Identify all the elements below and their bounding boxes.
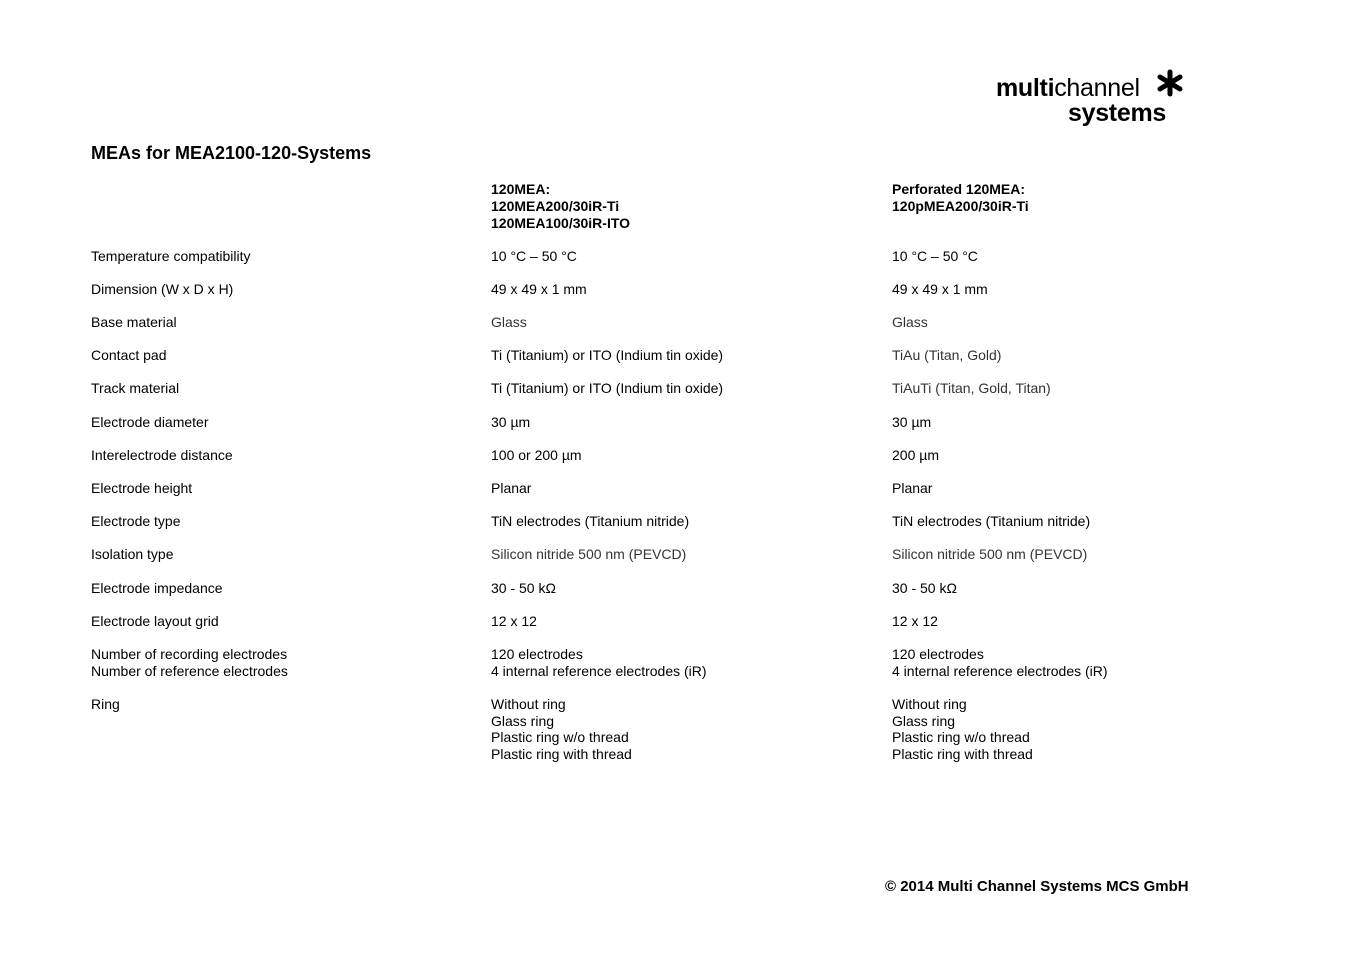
spec-value	[491, 546, 686, 563]
spec-label	[91, 281, 233, 298]
spec-label	[91, 646, 288, 679]
spec-line: Isolation type	[91, 546, 174, 562]
spec-line: Number of recording electrodes	[91, 646, 288, 662]
spec-value	[892, 580, 957, 597]
spec-line: 10 °C – 50 °C	[491, 248, 577, 264]
spec-line: Planar	[491, 480, 532, 496]
spec-label	[91, 414, 209, 431]
spec-line: Number of reference electrodes	[91, 662, 288, 679]
spec-line: Ti (Titanium) or ITO (Indium tin oxide)	[491, 380, 724, 396]
spec-label	[91, 513, 181, 530]
spec-label	[91, 314, 177, 331]
spec-value	[491, 613, 537, 630]
spec-line: Plastic ring w/o thread	[892, 729, 1030, 745]
spec-value	[491, 347, 723, 364]
spec-line: Temperature compatibility	[91, 248, 251, 264]
spec-label	[91, 580, 223, 597]
spec-line: Silicon nitride 500 nm (PEVCD)	[491, 546, 687, 562]
spec-line: Electrode impedance	[91, 580, 223, 596]
spec-line: Electrode layout grid	[91, 613, 219, 629]
spec-line: Without ring	[892, 696, 967, 712]
spec-line: Plastic ring w/o thread	[491, 729, 629, 745]
spec-value	[892, 314, 928, 331]
spec-line: Glass	[491, 314, 527, 330]
spec-value	[491, 480, 531, 497]
spec-line: 200 µm	[892, 447, 939, 463]
spec-line: TiN electrodes (Titanium nitride)	[892, 513, 1091, 529]
spec-line: Contact pad	[91, 347, 167, 363]
spec-line: 30 - 50 kΩ	[892, 580, 957, 596]
column-header-line: Perforated 120MEA:	[892, 181, 1026, 197]
spec-line: Plastic ring with thread	[491, 745, 632, 762]
logo-line-2: systems	[1068, 99, 1166, 127]
spec-label	[91, 248, 251, 265]
spec-label	[91, 480, 192, 497]
spec-line: Plastic ring with thread	[892, 745, 1033, 762]
spec-line: 4 internal reference electrodes (iR)	[892, 662, 1108, 679]
spec-value	[892, 513, 1090, 530]
column-header-120mea	[491, 181, 630, 232]
spec-line: Track material	[91, 380, 180, 396]
spec-value	[491, 580, 556, 597]
spec-value	[892, 646, 1108, 679]
spec-value	[892, 546, 1087, 563]
spec-line: 30 µm	[892, 414, 932, 430]
spec-line: 49 x 49 x 1 mm	[892, 281, 988, 297]
spec-label	[91, 613, 219, 630]
spec-value	[491, 414, 530, 431]
spec-line: 30 µm	[491, 414, 531, 430]
spec-value	[491, 380, 723, 397]
spec-line: Glass	[892, 314, 928, 330]
spec-value	[892, 696, 1033, 762]
spec-line: Dimension (W x D x H)	[91, 281, 234, 297]
column-header-line: 120MEA:	[491, 181, 551, 197]
spec-value	[892, 347, 1001, 364]
spec-line: Ring	[91, 696, 120, 712]
spec-line: Electrode height	[91, 480, 193, 496]
spec-line: 120 electrodes	[892, 646, 984, 662]
spec-value	[892, 414, 931, 431]
spec-label	[91, 447, 233, 464]
column-header-line: 120MEA200/30iR-Ti	[491, 198, 620, 214]
spec-line: Base material	[91, 314, 177, 330]
spec-value	[491, 447, 582, 464]
spec-line: Interelectrode distance	[91, 447, 233, 463]
asterisk-logo-icon	[1156, 68, 1184, 98]
spec-value	[491, 281, 587, 298]
spec-line: 49 x 49 x 1 mm	[491, 281, 587, 297]
spec-line: 10 °C – 50 °C	[892, 248, 978, 264]
logo-text-light: channel	[1054, 74, 1140, 102]
spec-line: TiAu (Titan, Gold)	[892, 347, 1002, 363]
spec-line: Glass ring	[892, 712, 956, 729]
spec-line: Silicon nitride 500 nm (PEVCD)	[892, 546, 1088, 562]
spec-value	[491, 513, 689, 530]
spec-value	[892, 480, 932, 497]
spec-line: Electrode type	[91, 513, 181, 529]
spec-line: Planar	[892, 480, 933, 496]
spec-line: 12 x 12	[892, 613, 938, 629]
spec-value	[491, 314, 527, 331]
spec-value	[892, 248, 978, 265]
spec-value	[892, 281, 988, 298]
spec-line: 100 or 200 µm	[491, 447, 582, 463]
spec-line: 30 - 50 kΩ	[491, 580, 556, 596]
spec-line: 120 electrodes	[491, 646, 583, 662]
spec-line: Ti (Titanium) or ITO (Indium tin oxide)	[491, 347, 724, 363]
spec-line: 12 x 12	[491, 613, 537, 629]
spec-line: Without ring	[491, 696, 566, 712]
spec-line: TiN electrodes (Titanium nitride)	[491, 513, 690, 529]
spec-value	[491, 696, 632, 762]
spec-value	[892, 613, 938, 630]
column-header-line: 120MEA100/30iR-ITO	[491, 215, 631, 231]
spec-label	[91, 546, 174, 563]
column-header-perforated-120mea	[892, 181, 1029, 215]
spec-value	[892, 447, 939, 464]
spec-line: TiAuTi (Titan, Gold, Titan)	[892, 380, 1051, 396]
company-logo	[996, 68, 1196, 130]
spec-value	[892, 380, 1051, 397]
spec-label	[91, 347, 167, 364]
spec-label	[91, 380, 179, 397]
spec-value	[491, 248, 577, 265]
spec-value	[491, 646, 707, 679]
page-title: MEAs for MEA2100-120-Systems	[91, 143, 372, 163]
spec-line: 4 internal reference electrodes (iR)	[491, 662, 707, 679]
column-header-line: 120pMEA200/30iR-Ti	[892, 198, 1029, 214]
logo-line-1	[996, 74, 1140, 102]
spec-line: Glass ring	[491, 712, 555, 729]
copyright-footer: © 2014 Multi Channel Systems MCS GmbH	[885, 878, 1189, 895]
spec-line: Electrode diameter	[91, 414, 209, 430]
logo-text-bold: multi	[996, 74, 1055, 102]
spec-label	[91, 696, 120, 713]
